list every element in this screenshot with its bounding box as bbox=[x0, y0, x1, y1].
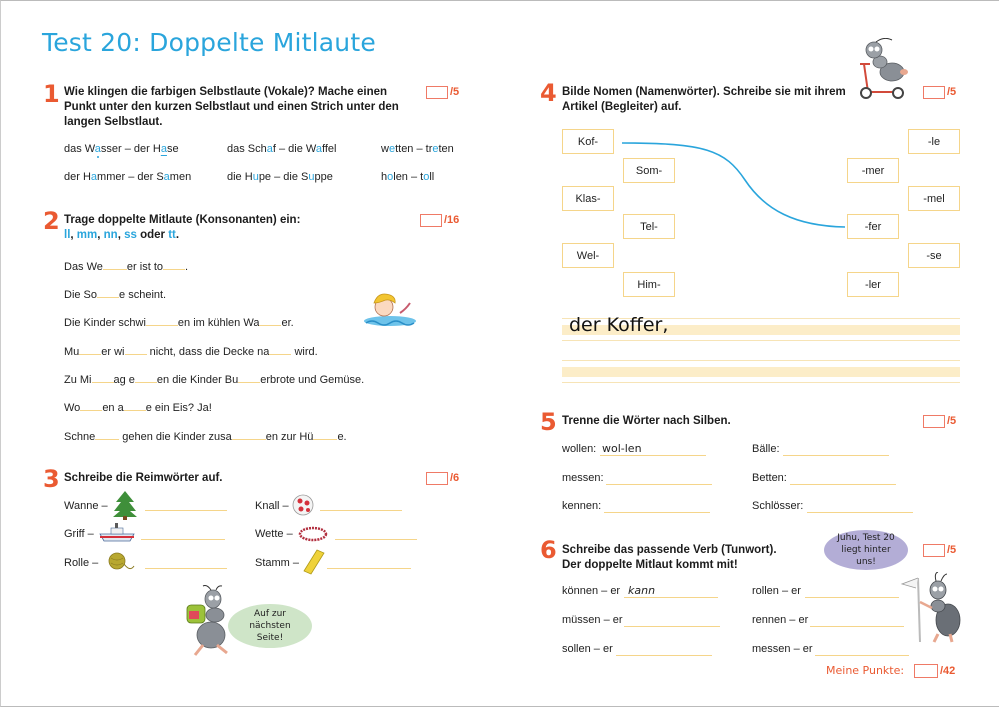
score-box[interactable] bbox=[420, 214, 442, 227]
blank[interactable] bbox=[269, 344, 291, 355]
task-3-score bbox=[426, 471, 459, 485]
total-score bbox=[914, 664, 955, 678]
vowel-pair-4: der Hammer – der Samen bbox=[64, 171, 192, 183]
task-6-score bbox=[923, 543, 956, 557]
blank[interactable] bbox=[232, 429, 266, 440]
sentence-1: Das We er ist to . bbox=[64, 261, 189, 273]
ant-flag-illustration bbox=[898, 572, 968, 644]
task-4-number: 4 bbox=[540, 79, 557, 107]
sentence-7: Schne gehen die Kinder zusa en zur Hü e. bbox=[64, 431, 347, 443]
rhyme-word-wette: Wette – bbox=[255, 528, 293, 540]
answer-line[interactable] bbox=[815, 654, 909, 656]
blank[interactable] bbox=[313, 429, 337, 440]
task-3-number: 3 bbox=[43, 465, 60, 493]
task-1-score bbox=[426, 85, 459, 99]
answer-line[interactable] bbox=[145, 567, 227, 569]
blank[interactable] bbox=[238, 372, 260, 383]
answer-line[interactable] bbox=[600, 454, 706, 456]
blank[interactable] bbox=[135, 372, 157, 383]
sentence-6: Wo en a e ein Eis? Ja! bbox=[64, 402, 212, 414]
verb-word: rennen – er bbox=[752, 614, 809, 626]
verb-word: sollen – er bbox=[562, 643, 613, 655]
syllable-se[interactable]: -se bbox=[908, 243, 960, 268]
answer-line[interactable] bbox=[335, 538, 417, 540]
rhyme-word-rolle: Rolle – bbox=[64, 557, 99, 569]
blank[interactable] bbox=[80, 400, 102, 411]
page-title: Test 20: Doppelte Mitlaute bbox=[42, 28, 376, 57]
score-max: /16 bbox=[444, 214, 460, 226]
score-max: /5 bbox=[947, 544, 957, 556]
score-max: /6 bbox=[450, 472, 460, 484]
sentence-5: Zu Mi ag e en die Kinder Bu erbrote und Gemüse. bbox=[64, 374, 365, 386]
blank[interactable] bbox=[92, 372, 114, 383]
answer-line[interactable] bbox=[141, 538, 225, 540]
blank[interactable] bbox=[146, 315, 178, 326]
answer-line[interactable] bbox=[604, 511, 710, 513]
syllable-kof[interactable]: Kof- bbox=[562, 129, 614, 154]
blank[interactable] bbox=[79, 344, 101, 355]
syllable-fer[interactable]: -fer bbox=[847, 214, 899, 239]
vowel-pair-2: das Schaf – die Waffel bbox=[227, 143, 337, 155]
task-4-instruction: Bilde Nomen (Namenwörter). Schreibe sie mit ihrem Artikel (Begleiter) auf. bbox=[562, 86, 846, 113]
answer-line[interactable] bbox=[320, 509, 402, 511]
vowel-pair-5: die Hupe – die Suppe bbox=[227, 171, 333, 183]
sentence-4: Mu er wi nicht, dass die Decke na wird. bbox=[64, 346, 318, 358]
task-4-score bbox=[923, 85, 956, 99]
task-6-number: 6 bbox=[540, 536, 557, 564]
speech-bubble: Juhu, Test 20 liegt hinter uns! bbox=[824, 530, 908, 570]
answer-line[interactable] bbox=[145, 509, 227, 511]
verb-answer: kann bbox=[628, 584, 656, 597]
syllable-him[interactable]: Him- bbox=[623, 272, 675, 297]
total-label: Meine Punkte: bbox=[826, 664, 905, 677]
task-5-instruction: Trenne die Wörter nach Silben. bbox=[562, 415, 731, 427]
answer-line[interactable] bbox=[624, 596, 718, 598]
score-box[interactable] bbox=[426, 86, 448, 99]
syllable-word: messen: bbox=[562, 472, 604, 484]
verb-word: müssen – er bbox=[562, 614, 623, 626]
rhyme-word-stamm: Stamm – bbox=[255, 557, 300, 569]
answer-line[interactable] bbox=[624, 625, 720, 627]
syllable-mel[interactable]: -mel bbox=[908, 186, 960, 211]
answer-line[interactable] bbox=[616, 654, 712, 656]
rhyme-word-wanne: Wanne – bbox=[64, 500, 108, 512]
score-box[interactable] bbox=[923, 86, 945, 99]
vowel-pair-3: wetten – treten bbox=[381, 143, 454, 155]
syllable-word: kennen: bbox=[562, 500, 602, 512]
answer-line[interactable] bbox=[810, 625, 904, 627]
syllable-klas[interactable]: Klas- bbox=[562, 186, 614, 211]
blank[interactable] bbox=[124, 400, 146, 411]
task-1-instruction: Wie klingen die farbigen Selbstlaute (Vokale)? Mache einen Punkt unter den kurzen Selbstlaut und einen Strich unter den langen Selbstlaut. bbox=[64, 86, 399, 128]
rhyme-word-griff: Griff – bbox=[64, 528, 94, 540]
task-1-number: 1 bbox=[43, 80, 60, 108]
blank[interactable] bbox=[103, 259, 127, 270]
syllable-word: Schlösser: bbox=[752, 500, 804, 512]
score-box[interactable] bbox=[914, 664, 938, 678]
necklace-icon bbox=[298, 525, 328, 543]
syllable-tel[interactable]: Tel- bbox=[623, 214, 675, 239]
writing-line-2[interactable] bbox=[562, 360, 960, 383]
verb-word: können – er bbox=[562, 585, 621, 597]
fir-tree-icon bbox=[112, 490, 138, 520]
ant-scooter-illustration bbox=[850, 38, 912, 102]
blank[interactable] bbox=[163, 259, 185, 270]
syllable-ler[interactable]: -ler bbox=[847, 272, 899, 297]
score-max: /5 bbox=[947, 86, 957, 98]
speech-bubble: Auf zur nächsten Seite! bbox=[228, 604, 312, 648]
answer-line[interactable] bbox=[783, 454, 889, 456]
blank[interactable] bbox=[125, 344, 147, 355]
wool-ball-icon bbox=[106, 551, 136, 573]
blank[interactable] bbox=[259, 315, 281, 326]
score-box[interactable] bbox=[923, 544, 945, 557]
syllable-word: Bälle: bbox=[752, 443, 780, 455]
ball-icon bbox=[292, 494, 314, 516]
syllable-mer[interactable]: -mer bbox=[847, 158, 899, 183]
blank[interactable] bbox=[97, 287, 119, 298]
verb-word: rollen – er bbox=[752, 585, 801, 597]
task-2-number: 2 bbox=[43, 207, 60, 235]
verb-word: messen – er bbox=[752, 643, 813, 655]
vowel-pair-1: das Wasser – der Hase bbox=[64, 143, 179, 155]
answer-line[interactable] bbox=[807, 511, 913, 513]
task-3-instruction: Schreibe die Reimwörter auf. bbox=[64, 472, 223, 484]
syllable-answer: wol-len bbox=[602, 442, 642, 455]
blank[interactable] bbox=[95, 429, 119, 440]
syllable-word: wollen: bbox=[562, 443, 597, 455]
task-2-score bbox=[420, 213, 459, 227]
syllable-wel[interactable]: Wel- bbox=[562, 243, 614, 268]
task-5-score bbox=[923, 414, 956, 428]
swimmer-illustration bbox=[360, 285, 420, 330]
score-max: /5 bbox=[450, 86, 460, 98]
syllable-som[interactable]: Som- bbox=[623, 158, 675, 183]
answer-line[interactable] bbox=[790, 483, 896, 485]
rhyme-word-knall: Knall – bbox=[255, 500, 289, 512]
score-max: /5 bbox=[947, 415, 957, 427]
syllable-le[interactable]: -le bbox=[908, 129, 960, 154]
score-box[interactable] bbox=[426, 472, 448, 485]
sentence-2: Die So e scheint. bbox=[64, 289, 167, 301]
answer-line[interactable] bbox=[327, 567, 411, 569]
sentence-3: Die Kinder schwi en im kühlen Wa er. bbox=[64, 317, 294, 329]
answer-line[interactable] bbox=[805, 596, 899, 598]
answer-line[interactable] bbox=[606, 483, 712, 485]
ship-icon bbox=[99, 522, 135, 542]
score-max: /42 bbox=[940, 665, 956, 677]
example-answer: der Koffer, bbox=[569, 314, 669, 336]
vowel-pair-6: holen – toll bbox=[381, 171, 435, 183]
task-5-number: 5 bbox=[540, 408, 557, 436]
score-box[interactable] bbox=[923, 415, 945, 428]
task-6-instruction: Schreibe das passende Verb (Tunwort). Der doppelte Mitlaut kommt mit! bbox=[562, 544, 777, 571]
task-2-instruction: Trage doppelte Mitlaute (Konsonanten) ein: ll, mm, nn, ss oder tt. bbox=[64, 214, 301, 241]
syllable-word: Betten: bbox=[752, 472, 787, 484]
ruler-icon bbox=[302, 549, 326, 575]
